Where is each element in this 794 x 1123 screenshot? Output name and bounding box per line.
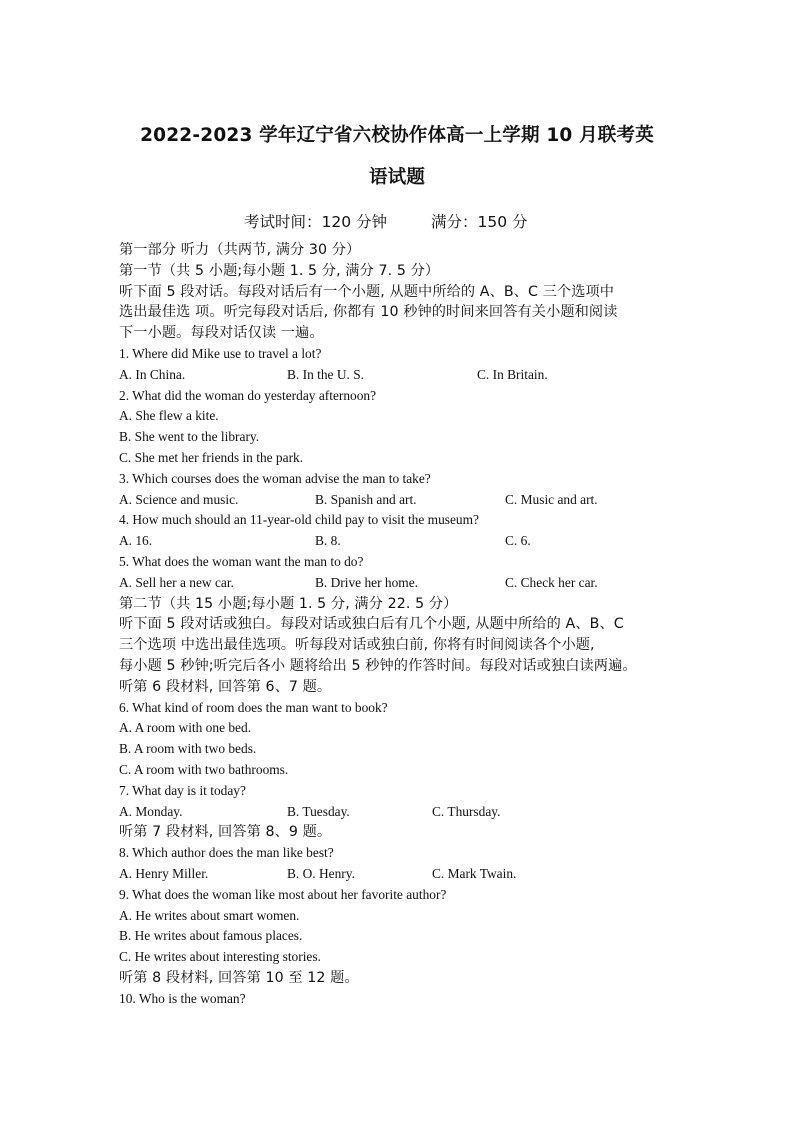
option-c: C. Music and art. <box>505 491 598 507</box>
option-c: C. He writes about interesting stories. <box>119 949 321 965</box>
option-b: B. O. Henry. <box>287 865 355 881</box>
material-8-note: 听第 8 段材料, 回答第 10 至 12 题。 <box>119 969 359 986</box>
exam-meta <box>244 210 794 232</box>
option-b: B. Drive her home. <box>315 574 419 590</box>
exam-body <box>119 240 679 1009</box>
option-a: A. A room with one bed. <box>119 720 252 736</box>
question-4-options <box>119 531 679 552</box>
option-a: A. Henry Miller. <box>119 865 209 881</box>
option-a: A. In China. <box>119 366 186 382</box>
option-b: B. 8. <box>315 533 341 549</box>
question-7: 7. What day is it today? <box>119 782 246 798</box>
option-a: A. 16. <box>119 533 153 549</box>
question-4: 4. How much should an 11-year-old child pay to visit the museum? <box>119 512 479 528</box>
question-6: 6. What kind of room does the man want to book? <box>119 699 388 715</box>
part1-heading: 第一部分 听力（共两节, 满分 30 分） <box>119 242 361 258</box>
exam-time: 考试时间：120 分钟 <box>244 213 388 231</box>
option-b: B. Spanish and art. <box>315 491 417 507</box>
question-1-options <box>119 365 679 386</box>
option-b: B. In the U. S. <box>287 366 364 382</box>
question-10: 10. Who is the woman? <box>119 990 246 1006</box>
option-c: C. Mark Twain. <box>432 865 517 881</box>
option-c: C. She met her friends in the park. <box>119 449 304 465</box>
section1-instruction: 听下面 5 段对话。每段对话后有一个小题, 从题中所给的 A、B、C 三个选项中 <box>119 283 615 300</box>
question-5-options <box>119 573 679 594</box>
option-c: C. In Britain. <box>477 366 548 382</box>
section1-heading: 第一节（共 5 小题;每小题 1. 5 分, 满分 7. 5 分） <box>119 262 440 279</box>
option-a: A. He writes about smart women. <box>119 907 300 923</box>
section1-instruction: 选出最佳选 项。听完每段对话后, 你都有 10 秒钟的时间来回答有关小题和阅读 <box>119 304 618 321</box>
option-b: B. She went to the library. <box>119 429 260 445</box>
option-a: A. Science and music. <box>119 491 239 507</box>
option-c: C. Check her car. <box>505 574 598 590</box>
section1-instruction: 下一小题。每段对话仅读 一遍。 <box>119 325 324 342</box>
section2-instruction: 每小题 5 秒钟;听完后各小 题将给出 5 秒钟的作答时间。每段对话或独白读两遍。 <box>119 657 637 674</box>
exam-title-line1: 2022-2023 学年辽宁省六校协作体高一上学期 10 月联考英 <box>140 125 654 146</box>
option-c: C. 6. <box>505 533 531 549</box>
question-9: 9. What does the woman like most about her favorite author? <box>119 886 447 902</box>
material-7-note: 听第 7 段材料, 回答第 8、9 题。 <box>119 824 332 841</box>
exam-title-line2: 语试题 <box>368 167 426 188</box>
option-b: B. He writes about famous places. <box>119 928 303 944</box>
section2-instruction: 三个选项 中选出最佳选项。听每段对话或独白前, 你将有时间阅读各个小题, <box>119 637 595 654</box>
option-c: C. Thursday. <box>432 803 501 819</box>
option-a: A. Sell her a new car. <box>119 574 234 590</box>
question-5: 5. What does the woman want the man to do? <box>119 553 364 569</box>
question-8-options <box>119 864 679 885</box>
section2-instruction: 听下面 5 段对话或独白。每段对话或独白后有几个小题, 从题中所给的 A、B、C <box>119 616 624 633</box>
option-a: A. Monday. <box>119 803 183 819</box>
option-c: C. A room with two bathrooms. <box>119 761 289 777</box>
question-3-options <box>119 490 679 511</box>
question-7-options <box>119 802 679 823</box>
option-a: A. She flew a kite. <box>119 408 219 424</box>
question-3: 3. Which courses does the woman advise the man to take? <box>119 470 431 486</box>
question-2: 2. What did the woman do yesterday afternoon? <box>119 387 377 403</box>
option-b: B. Tuesday. <box>287 803 350 819</box>
question-1: 1. Where did Mike use to travel a lot? <box>119 345 322 361</box>
option-b: B. A room with two beds. <box>119 741 257 757</box>
section2-heading: 第二节（共 15 小题;每小题 1. 5 分, 满分 22. 5 分） <box>119 595 458 612</box>
exam-score: 满分：150 分 <box>431 213 528 231</box>
question-8: 8. Which author does the man like best? <box>119 845 334 861</box>
material-6-note: 听第 6 段材料, 回答第 6、7 题。 <box>119 678 332 695</box>
